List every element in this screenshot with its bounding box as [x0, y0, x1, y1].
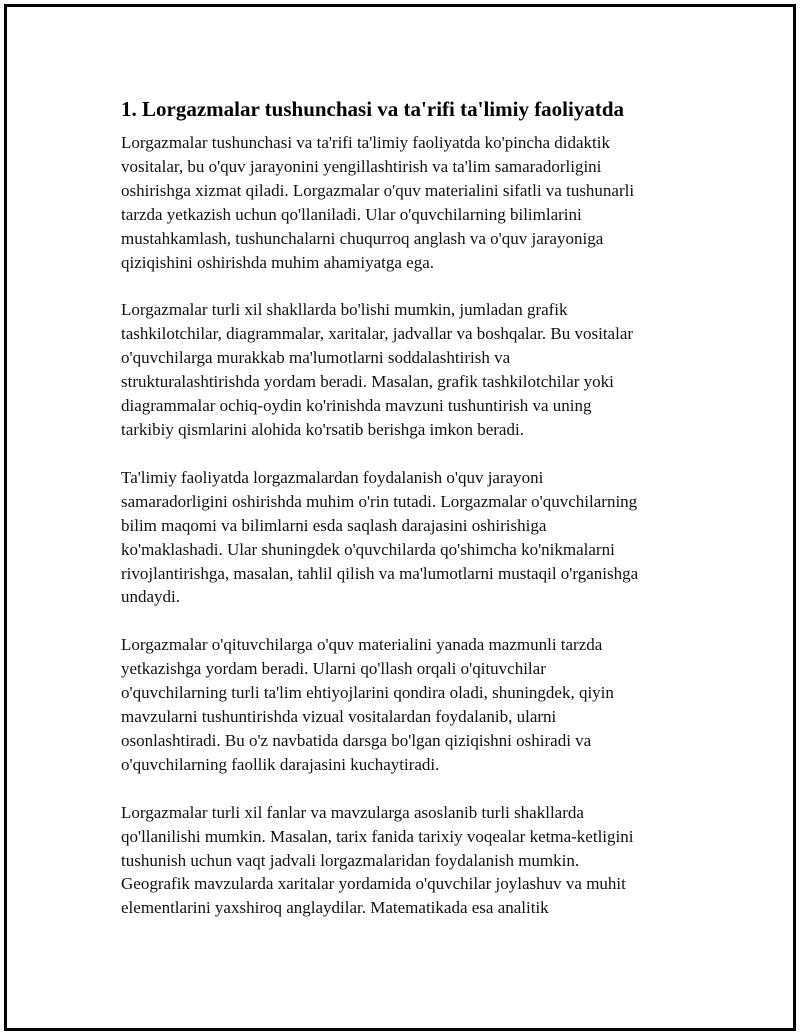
paragraph-5: [121, 801, 691, 921]
text-line: Lorgazmalar tushunchasi va ta'rifi ta'limiy faoliyatda ko'pincha didaktik: [121, 133, 610, 152]
text-line: oshirishga xizmat qiladi. Lorgazmalar o'quv materialini sifatli va tushunarli: [121, 180, 635, 200]
text-line: Lorgazmalar turli xil fanlar va mavzularga asoslanib turli shakllarda: [121, 802, 584, 822]
text-line: yetkazishga yordam beradi. Ularni qo'llash orqali o'qituvchilar: [121, 659, 546, 679]
text-line: rivojlantirishga, masalan, tahlil qilish va ma'lumotlarni mustaqil o'rganishga: [121, 563, 639, 583]
text-line: undaydi.: [121, 587, 181, 607]
text-line: strukturalashtirishda yordam beradi. Masalan, grafik tashkilotchilar yoki: [121, 372, 614, 392]
text-line: o'quvchilarning turli ta'lim ehtiyojlarini qondira oladi, shuningdek, qiyin: [121, 683, 614, 703]
text-line: Ta'limiy faoliyatda lorgazmalardan foydalanish o'quv jarayoni: [121, 467, 544, 487]
text-line: mavzularni tushuntirishda vizual vositalardan foydalanib, ularni: [121, 707, 557, 727]
text-line: tushunish uchun vaqt jadvali lorgazmalaridan foydalanish mumkin.: [121, 850, 580, 870]
text-line: qo'llanilishi mumkin. Masalan, tarix fanida tarixiy voqealar ketma-ketligini: [121, 826, 634, 846]
text-line: ko'maklashadi. Ular shuningdek o'quvchilarda qo'shimcha ko'nikmalarni: [121, 539, 615, 559]
section-heading: 1. Lorgazmalar tushunchasi va ta'rifi ta'limiy faoliyatda: [121, 97, 625, 121]
text-line: o'quvchilarga murakkab ma'lumotlarni soddalashtirish va: [121, 348, 511, 368]
paragraph-3: [121, 466, 691, 609]
text-line: bilim maqomi va bilimlarni esda saqlash darajasini oshirishiga: [121, 515, 547, 535]
text-line: qiziqishini oshirishda muhim ahamiyatga ega.: [121, 252, 435, 272]
text-line: o'quvchilarning faollik darajasini kuchaytiradi.: [121, 754, 440, 774]
text-line: tarzda yetkazish uchun qo'llaniladi. Ular o'quvchilarning bilimlarini: [121, 204, 582, 224]
text-line: Lorgazmalar o'qituvchilarga o'quv materialini yanada mazmunli tarzda: [121, 635, 603, 655]
page-frame: [4, 4, 796, 1031]
text-line: mustahkamlash, tushunchalarni chuqurroq anglash va o'quv jarayoniga: [121, 228, 604, 248]
paragraph-4: [121, 633, 691, 776]
text-line: Geografik mavzularda xaritalar yordamida o'quvchilar joylashuv va muhit: [121, 874, 626, 894]
document-body: [121, 95, 691, 944]
text-line: vositalar, bu o'quv jarayonini yengillashtirish va ta'lim samaradorligini: [121, 156, 602, 176]
text-line: tarkibiy qismlarini alohida ko'rsatib berishga imkon beradi.: [121, 419, 524, 439]
text-line: Lorgazmalar turli xil shakllarda bo'lishi mumkin, jumladan grafik: [121, 300, 568, 320]
paragraph-1: [121, 131, 691, 274]
paragraph-2: [121, 298, 691, 441]
text-line: elementlarini yaxshiroq anglaydilar. Matematikada esa analitik: [121, 898, 549, 918]
text-line: diagrammalar ochiq-oydin ko'rinishda mavzuni tushuntirish va uning: [121, 396, 592, 416]
text-line: samaradorligini oshirishda muhim o'rin tutadi. Lorgazmalar o'quvchilarning: [121, 491, 638, 511]
text-line: tashkilotchilar, diagrammalar, xaritalar, jadvallar va boshqalar. Bu vositalar: [121, 324, 634, 344]
text-line: osonlashtiradi. Bu o'z navbatida darsga bo'lgan qiziqishni oshiradi va: [121, 730, 592, 750]
